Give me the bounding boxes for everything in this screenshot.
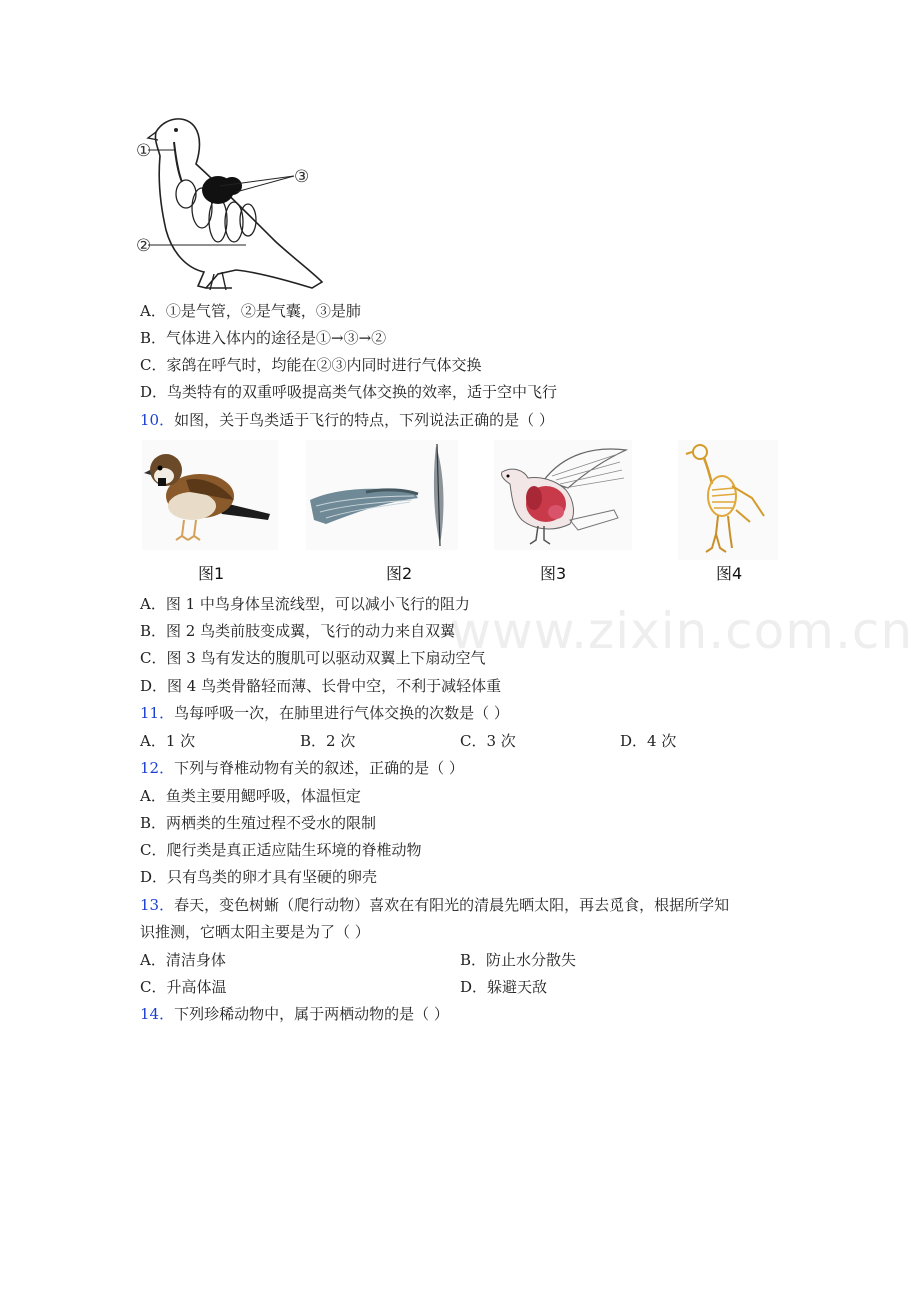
q11-number: 11．: [140, 704, 175, 722]
q9-option-a: A．①是气管，②是气囊，③是肺: [140, 302, 361, 320]
q10-option-c: C．图 3 鸟有发达的腹肌可以驱动双翼上下扇动空气: [140, 649, 486, 667]
q12-number: 12．: [140, 759, 175, 777]
q10-stem-line: [140, 410, 554, 430]
q11-option-c: C．3 次: [460, 732, 516, 750]
bird-anatomy-figure: [494, 440, 632, 550]
q13-stem-2: 识推测，它晒太阳主要是为了（ ）: [140, 923, 370, 941]
q12-option-a: A．鱼类主要用鳃呼吸，体温恒定: [140, 787, 361, 805]
q11-option-a: A．1 次: [140, 732, 196, 750]
q13-stem-1: 春天，变色树蜥（爬行动物）喜欢在有阳光的清晨先晒太阳，再去觅食，根据所学知: [174, 896, 730, 914]
caption-fig3: 图3: [540, 564, 567, 583]
q12-stem: 下列与脊椎动物有关的叙述，正确的是（ ）: [174, 759, 464, 777]
watermark: www.zixin.com.cn: [450, 602, 914, 660]
q14-stem: 下列珍稀动物中，属于两栖动物的是（ ）: [174, 1005, 449, 1023]
label-2: ②: [136, 236, 152, 256]
q11-option-b: B．2 次: [300, 732, 356, 750]
q13-option-a: A．清洁身体: [140, 951, 226, 969]
q13-stem-line: [140, 895, 729, 915]
skeleton-figure: [678, 440, 778, 560]
q10-number: 10．: [140, 411, 175, 429]
wing-figure: [306, 440, 458, 550]
pigeon-respiratory-diagram: [136, 112, 326, 294]
q12-stem-line: [140, 758, 464, 778]
q11-option-d: D．4 次: [620, 732, 677, 750]
label-1: ①: [136, 141, 152, 161]
q13-number: 13．: [140, 896, 175, 914]
q14-number: 14．: [140, 1005, 175, 1023]
q9-option-b: B．气体进入体内的途径是①→③→②: [140, 329, 387, 347]
q10-option-a: A．图 1 中鸟身体呈流线型，可以减小飞行的阻力: [140, 595, 470, 613]
q13-option-d: D．躲避天敌: [460, 978, 548, 996]
caption-fig2: 图2: [386, 564, 413, 583]
q12-option-b: B．两栖类的生殖过程不受水的限制: [140, 814, 377, 832]
q10-option-b: B．图 2 鸟类前肢变成翼，飞行的动力来自双翼: [140, 622, 456, 640]
caption-fig4: 图4: [716, 564, 743, 583]
q12-option-c: C．爬行类是真正适应陆生环境的脊椎动物: [140, 841, 422, 859]
caption-fig1: 图1: [198, 564, 225, 583]
q11-stem-line: [140, 703, 509, 723]
q12-option-d: D．只有鸟类的卵才具有坚硬的卵壳: [140, 868, 378, 886]
q9-option-d: D．鸟类特有的双重呼吸提高类气体交换的效率，适于空中飞行: [140, 383, 558, 401]
q10-option-d: D．图 4 鸟类骨骼轻而薄、长骨中空，不利于减轻体重: [140, 677, 502, 695]
q9-option-c: C．家鸽在呼气时，均能在②③内同时进行气体交换: [140, 356, 482, 374]
q11-stem: 鸟每呼吸一次，在肺里进行气体交换的次数是（ ）: [174, 704, 509, 722]
q13-option-b: B．防止水分散失: [460, 951, 577, 969]
sparrow-figure: [142, 440, 278, 550]
q10-stem: 如图，关于鸟类适于飞行的特点，下列说法正确的是（ ）: [174, 411, 554, 429]
label-3: ③: [294, 167, 310, 187]
q13-option-c: C．升高体温: [140, 978, 227, 996]
q14-stem-line: [140, 1004, 449, 1024]
